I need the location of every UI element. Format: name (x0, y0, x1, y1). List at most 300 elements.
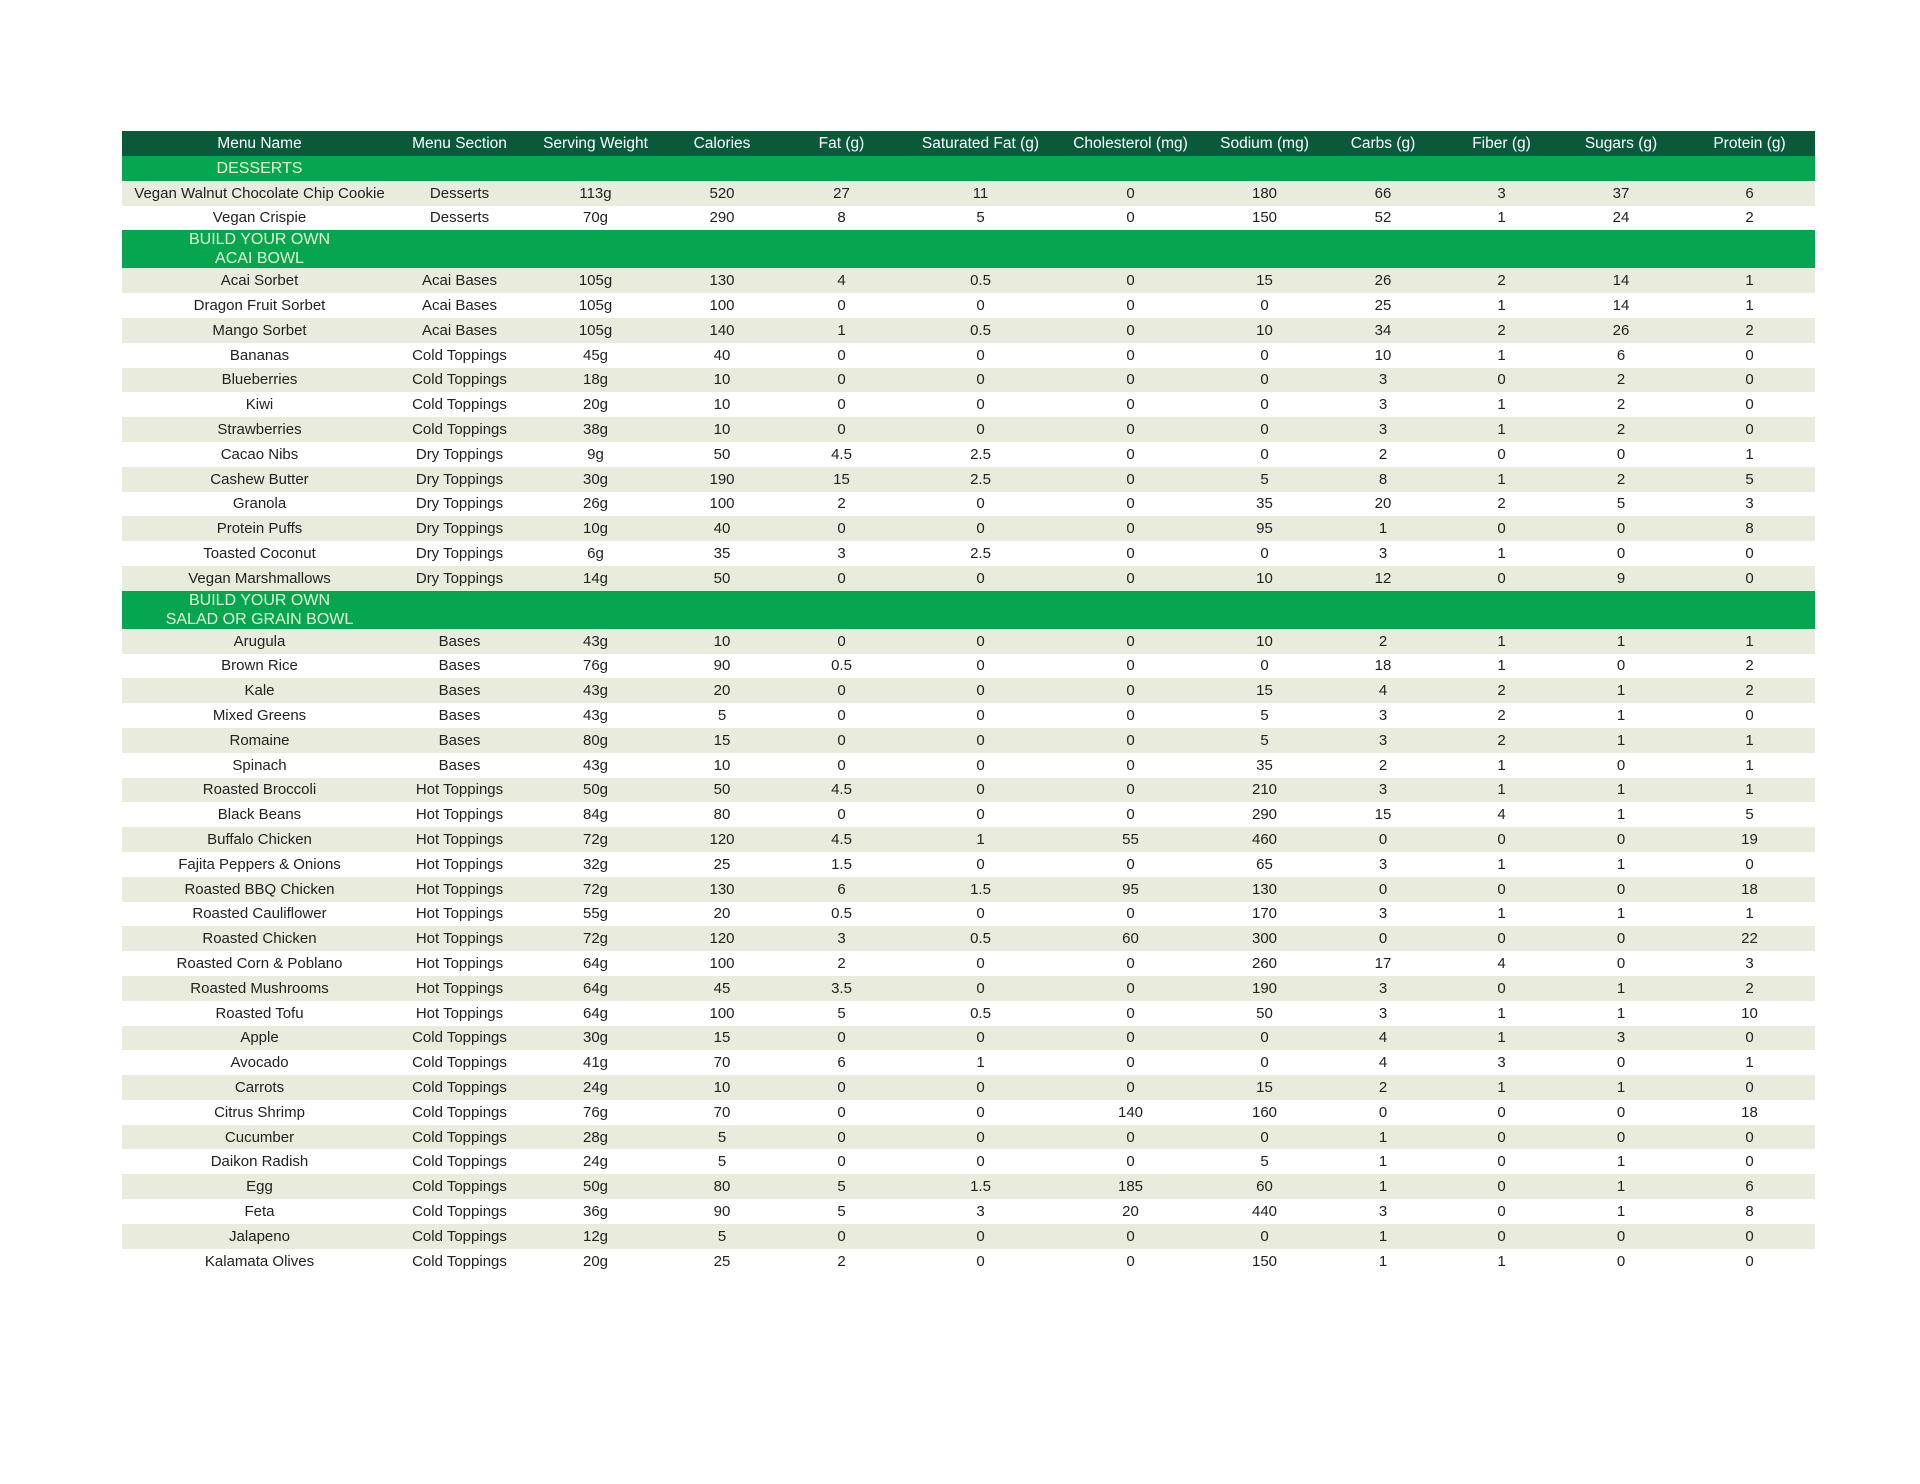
cell-carbs: 52 (1374, 209, 1392, 227)
cell-sodium: 15 (1208, 268, 1321, 293)
cell-cholesterol: 0 (1126, 806, 1135, 824)
cell-fat: 0 (775, 417, 908, 442)
cell-sugars: 1 (1616, 1004, 1626, 1022)
cell-calories: 15 (669, 728, 775, 753)
cell-saturated-fat: 0 (908, 1224, 1053, 1249)
cell-menu-name: Avocado (230, 1054, 289, 1072)
cell-sodium: 170 (1251, 905, 1278, 923)
cell-sodium: 0 (1260, 297, 1269, 315)
cell-protein: 22 (1684, 926, 1815, 951)
cell-saturated-fat: 0 (908, 368, 1053, 393)
cell-menu-name: Roasted Cauliflower (192, 905, 327, 923)
cell-cholesterol: 0 (1126, 346, 1135, 364)
cell-calories: 10 (669, 629, 775, 654)
cell-sugars: 26 (1558, 318, 1684, 343)
cell-sugars: 1 (1558, 728, 1684, 753)
cell-fiber: 3 (1497, 1054, 1506, 1072)
cell-protein: 1 (1684, 629, 1815, 654)
cell-serving-weight: 10g (522, 516, 669, 541)
cell-fiber: 1 (1497, 1004, 1506, 1022)
cell-sugars: 0 (1558, 827, 1684, 852)
cell-carbs: 1 (1321, 516, 1445, 541)
column-header-sugars: Sugars (g) (1558, 131, 1684, 156)
cell-fiber: 2 (1445, 728, 1558, 753)
cell-serving-weight: 20g (582, 1252, 609, 1270)
cell-sodium: 10 (1208, 566, 1321, 591)
cell-menu-name: Roasted BBQ Chicken (122, 877, 397, 902)
cell-protein: 1 (1745, 756, 1754, 774)
cell-sodium: 0 (1208, 1026, 1321, 1051)
cell-saturated-fat: 0.5 (908, 268, 1053, 293)
column-header-protein: Protein (g) (1684, 131, 1815, 156)
cell-sugars: 0 (1616, 756, 1626, 774)
cell-calories: 5 (717, 707, 727, 725)
table-row (122, 206, 1815, 231)
cell-sugars: 0 (1616, 1103, 1626, 1121)
cell-sugars: 6 (1616, 346, 1626, 364)
cell-calories: 40 (669, 516, 775, 541)
cell-sodium: 35 (1256, 756, 1273, 774)
cell-menu-section: Hot Toppings (397, 877, 522, 902)
table-row (122, 926, 1815, 951)
cell-calories: 290 (709, 209, 735, 227)
cell-saturated-fat: 0 (976, 1103, 985, 1121)
cell-menu-section: Cold Toppings (397, 417, 522, 442)
cell-cholesterol: 0 (1126, 955, 1135, 972)
cell-fat: 6 (837, 1054, 846, 1072)
cell-serving-weight: 41g (582, 1054, 609, 1072)
cell-cholesterol: 0 (1053, 318, 1208, 343)
column-header-sodium: Sodium (mg) (1208, 131, 1321, 156)
cell-serving-weight: 30g (522, 1026, 669, 1051)
cell-sodium: 0 (1208, 417, 1321, 442)
cell-sugars: 0 (1616, 1252, 1626, 1270)
table-row (122, 1001, 1815, 1026)
cell-calories: 20 (669, 678, 775, 703)
cell-menu-section: Bases (397, 728, 522, 753)
cell-sodium: 150 (1251, 1252, 1278, 1270)
cell-fat: 0 (775, 566, 908, 591)
cell-cholesterol: 0 (1126, 756, 1135, 774)
cell-fiber: 4 (1497, 806, 1506, 824)
cell-protein: 1 (1684, 778, 1815, 803)
table-row (122, 902, 1815, 927)
cell-protein: 0 (1684, 566, 1815, 591)
cell-menu-section: Dry Toppings (397, 467, 522, 492)
cell-calories: 15 (669, 1026, 775, 1051)
cell-calories: 5 (669, 1125, 775, 1150)
table-row (122, 392, 1815, 417)
cell-saturated-fat: 0.5 (908, 318, 1053, 343)
cell-fat: 27 (775, 181, 908, 206)
cell-menu-name: Vegan Marshmallows (122, 566, 397, 591)
cell-cholesterol: 0 (1053, 417, 1208, 442)
cell-menu-name: Mixed Greens (212, 707, 307, 725)
cell-sodium: 15 (1208, 1075, 1321, 1100)
column-header-carbs: Carbs (g) (1321, 131, 1445, 156)
cell-sodium: 5 (1260, 707, 1269, 725)
cell-calories: 5 (717, 1153, 727, 1171)
cell-sugars: 2 (1558, 368, 1684, 393)
cell-sugars: 1 (1616, 707, 1626, 725)
cell-fat: 0 (775, 728, 908, 753)
cell-protein: 6 (1684, 1174, 1815, 1199)
cell-protein: 6 (1684, 181, 1815, 206)
cell-protein: 5 (1745, 806, 1754, 824)
cell-carbs: 3 (1378, 545, 1388, 563)
cell-saturated-fat: 1.5 (908, 877, 1053, 902)
cell-fiber: 1 (1497, 297, 1506, 315)
cell-calories: 130 (669, 877, 775, 902)
cell-serving-weight: 18g (522, 368, 669, 393)
cell-sugars: 1 (1558, 678, 1684, 703)
table-row (122, 318, 1815, 343)
cell-cholesterol: 0 (1126, 707, 1135, 725)
cell-menu-section: Cold Toppings (397, 1174, 522, 1199)
cell-protein: 0 (1745, 1252, 1754, 1270)
cell-fat: 6 (775, 877, 908, 902)
cell-fat: 0 (775, 1026, 908, 1051)
cell-protein: 0 (1745, 1153, 1754, 1171)
cell-menu-section: Acai Bases (397, 268, 522, 293)
column-header-saturated-fat: Saturated Fat (g) (908, 131, 1053, 156)
cell-serving-weight: 24g (582, 1153, 609, 1171)
cell-fiber: 2 (1445, 678, 1558, 703)
cell-fat: 0 (775, 678, 908, 703)
cell-sodium: 0 (1208, 368, 1321, 393)
cell-menu-section: Hot Toppings (397, 926, 522, 951)
cell-fat: 0 (837, 396, 846, 414)
cell-serving-weight: 76g (582, 1103, 609, 1121)
cell-calories: 40 (713, 346, 731, 364)
cell-serving-weight: 12g (522, 1224, 669, 1249)
cell-fat: 0.5 (831, 657, 852, 675)
cell-calories: 10 (669, 1075, 775, 1100)
cell-fiber: 1 (1445, 467, 1558, 492)
cell-menu-name: Mango Sorbet (122, 318, 397, 343)
cell-calories: 50 (713, 445, 731, 463)
cell-calories: 20 (713, 905, 731, 923)
cell-sodium: 95 (1208, 516, 1321, 541)
cell-cholesterol: 20 (1122, 1202, 1139, 1220)
cell-cholesterol: 0 (1053, 1125, 1208, 1150)
cell-calories: 35 (713, 545, 731, 563)
cell-menu-section: Cold Toppings (412, 1054, 507, 1072)
cell-saturated-fat: 0 (908, 1125, 1053, 1150)
cell-fiber: 1 (1445, 1075, 1558, 1100)
table-body (122, 156, 1815, 1273)
cell-fiber: 1 (1445, 1026, 1558, 1051)
cell-sugars: 2 (1558, 467, 1684, 492)
cell-sugars: 0 (1616, 1054, 1626, 1072)
cell-menu-section: Acai Bases (397, 318, 522, 343)
cell-menu-section: Bases (438, 657, 481, 675)
table-row (122, 566, 1815, 591)
cell-fat: 5 (837, 1004, 846, 1022)
cell-saturated-fat: 0 (908, 629, 1053, 654)
cell-fat: 0 (837, 1153, 846, 1171)
cell-menu-name: Kale (122, 678, 397, 703)
cell-menu-name: Blueberries (122, 368, 397, 393)
cell-sugars: 3 (1558, 1026, 1684, 1051)
cell-saturated-fat: 0 (976, 756, 985, 774)
cell-sodium: 0 (1260, 396, 1269, 414)
table-row (122, 268, 1815, 293)
cell-cholesterol: 0 (1053, 516, 1208, 541)
cell-protein: 5 (1684, 467, 1815, 492)
cell-protein: 0 (1745, 545, 1754, 563)
cell-carbs: 3 (1321, 728, 1445, 753)
cell-fat: 0 (775, 629, 908, 654)
cell-fiber: 0 (1445, 566, 1558, 591)
table-row (122, 852, 1815, 877)
cell-menu-section: Cold Toppings (397, 1224, 522, 1249)
table-row (122, 1100, 1815, 1125)
cell-fiber: 0 (1497, 445, 1506, 463)
cell-carbs: 0 (1321, 926, 1445, 951)
cell-carbs: 15 (1374, 806, 1392, 824)
cell-calories: 100 (709, 955, 735, 972)
cell-menu-name: Strawberries (122, 417, 397, 442)
cell-sodium: 0 (1208, 1224, 1321, 1249)
cell-menu-name: Toasted Coconut (203, 545, 316, 563)
cell-serving-weight: 72g (522, 926, 669, 951)
cell-carbs: 2 (1378, 756, 1388, 774)
cell-calories: 90 (713, 1202, 731, 1220)
cell-calories: 190 (669, 467, 775, 492)
cell-menu-name: Fajita Peppers & Onions (178, 855, 341, 873)
cell-serving-weight: 105g (522, 318, 669, 343)
cell-cholesterol: 0 (1126, 445, 1135, 463)
cell-sodium: 0 (1260, 445, 1269, 463)
section-header-cell (122, 156, 397, 181)
column-header-fat: Fat (g) (775, 131, 908, 156)
cell-protein: 10 (1741, 1004, 1758, 1022)
cell-saturated-fat: 0 (976, 657, 985, 675)
cell-calories: 100 (709, 495, 735, 513)
cell-carbs: 3 (1378, 905, 1388, 923)
cell-menu-section: Dry Toppings (397, 516, 522, 541)
cell-saturated-fat: 1.5 (908, 1174, 1053, 1199)
cell-cholesterol: 0 (1053, 566, 1208, 591)
cell-fiber: 2 (1445, 268, 1558, 293)
cell-protein: 2 (1684, 318, 1815, 343)
table-row (122, 877, 1815, 902)
cell-sodium: 290 (1251, 806, 1278, 824)
table-row (122, 516, 1815, 541)
cell-cholesterol: 0 (1053, 268, 1208, 293)
cell-fiber: 0 (1497, 1103, 1506, 1121)
cell-serving-weight: 50g (522, 1174, 669, 1199)
cell-fat: 4 (775, 268, 908, 293)
cell-fat: 0 (775, 1125, 908, 1150)
cell-cholesterol: 60 (1053, 926, 1208, 951)
section-header-row (122, 230, 1815, 268)
cell-serving-weight: 9g (587, 445, 604, 463)
section-header-filler (397, 230, 1815, 268)
cell-menu-name: Roasted Tofu (215, 1004, 304, 1022)
section-title: BUILD YOUR OWN SALAD OR GRAIN BOWL (165, 591, 354, 628)
cell-menu-section: Cold Toppings (412, 346, 507, 364)
cell-carbs: 2 (1321, 1075, 1445, 1100)
table-row (122, 442, 1815, 467)
table-row (122, 728, 1815, 753)
table-row (122, 778, 1815, 803)
section-title: BUILD YOUR OWN ACAI BOWL (188, 231, 331, 268)
cell-carbs: 12 (1321, 566, 1445, 591)
cell-serving-weight: 64g (582, 955, 609, 972)
table-row (122, 1224, 1815, 1249)
cell-sugars: 1 (1616, 905, 1626, 923)
cell-serving-weight: 70g (582, 209, 609, 227)
cell-sodium: 15 (1208, 678, 1321, 703)
cell-calories: 90 (713, 657, 731, 675)
cell-protein: 1 (1745, 445, 1754, 463)
cell-carbs: 0 (1321, 877, 1445, 902)
cell-fiber: 1 (1497, 346, 1506, 364)
cell-menu-section: Acai Bases (421, 297, 498, 315)
cell-cholesterol: 0 (1126, 495, 1135, 513)
cell-cholesterol: 0 (1126, 905, 1135, 923)
section-header-row (122, 156, 1815, 181)
cell-saturated-fat: 3 (976, 1202, 985, 1220)
cell-fat: 4.5 (775, 778, 908, 803)
cell-menu-section: Bases (397, 678, 522, 703)
cell-menu-name: Kiwi (245, 396, 274, 414)
table-row (122, 1149, 1815, 1174)
cell-sodium: 0 (1260, 346, 1269, 364)
column-header-menu-section: Menu Section (397, 131, 522, 156)
cell-serving-weight: 80g (522, 728, 669, 753)
cell-cholesterol: 0 (1053, 1224, 1208, 1249)
cell-sugars: 1 (1616, 1153, 1626, 1171)
cell-sugars: 0 (1616, 955, 1626, 972)
cell-menu-name: Protein Puffs (122, 516, 397, 541)
cell-carbs: 2 (1378, 445, 1388, 463)
cell-sodium: 65 (1256, 855, 1273, 873)
table-row (122, 753, 1815, 778)
cell-cholesterol: 0 (1126, 1252, 1135, 1270)
cell-fiber: 1 (1497, 209, 1506, 227)
cell-fiber: 0 (1445, 1224, 1558, 1249)
cell-fiber: 0 (1445, 976, 1558, 1001)
cell-menu-section: Cold Toppings (412, 1153, 507, 1171)
cell-sugars: 9 (1558, 566, 1684, 591)
cell-serving-weight: 26g (582, 495, 609, 513)
cell-menu-section: Bases (438, 756, 481, 774)
cell-sodium: 300 (1208, 926, 1321, 951)
cell-sugars: 0 (1558, 926, 1684, 951)
cell-protein: 0 (1745, 346, 1754, 364)
cell-saturated-fat: 0 (976, 806, 985, 824)
cell-fiber: 1 (1445, 778, 1558, 803)
cell-menu-section: Dry Toppings (397, 566, 522, 591)
cell-fiber: 2 (1497, 707, 1506, 725)
cell-fat: 1.5 (831, 855, 852, 873)
cell-fat: 0 (837, 1103, 846, 1121)
cell-calories: 520 (669, 181, 775, 206)
cell-carbs: 1 (1378, 1153, 1388, 1171)
cell-menu-name: Roasted Chicken (122, 926, 397, 951)
cell-carbs: 3 (1378, 1202, 1388, 1220)
cell-fat: 0 (775, 368, 908, 393)
cell-fiber: 0 (1445, 877, 1558, 902)
cell-saturated-fat: 0 (908, 728, 1053, 753)
cell-cholesterol: 0 (1053, 728, 1208, 753)
cell-saturated-fat: 11 (908, 181, 1053, 206)
cell-saturated-fat: 0 (908, 516, 1053, 541)
section-header-row (122, 591, 1815, 629)
cell-serving-weight: 76g (582, 657, 609, 675)
cell-menu-section: Hot Toppings (397, 778, 522, 803)
cell-serving-weight: 38g (522, 417, 669, 442)
cell-fat: 0 (775, 1075, 908, 1100)
cell-menu-section: Hot Toppings (397, 827, 522, 852)
table-row (122, 343, 1815, 368)
cell-calories: 10 (713, 756, 731, 774)
cell-menu-name: Citrus Shrimp (214, 1103, 305, 1121)
table-row (122, 541, 1815, 566)
cell-protein: 3 (1745, 495, 1754, 513)
cell-menu-name: Vegan Walnut Chocolate Chip Cookie (122, 181, 397, 206)
cell-fat: 0 (775, 1224, 908, 1249)
cell-fiber: 0 (1445, 827, 1558, 852)
cell-fiber: 1 (1445, 417, 1558, 442)
cell-sodium: 10 (1208, 318, 1321, 343)
section-header-filler (397, 156, 1815, 181)
cell-fiber: 1 (1497, 905, 1506, 923)
cell-cholesterol: 0 (1053, 1075, 1208, 1100)
cell-serving-weight: 24g (522, 1075, 669, 1100)
cell-cholesterol: 55 (1053, 827, 1208, 852)
cell-saturated-fat: 0 (908, 417, 1053, 442)
cell-menu-section: Hot Toppings (415, 1004, 504, 1022)
cell-saturated-fat: 0 (908, 678, 1053, 703)
cell-sugars: 0 (1558, 877, 1684, 902)
cell-fiber: 1 (1445, 629, 1558, 654)
table-row (122, 1075, 1815, 1100)
cell-sugars: 0 (1616, 545, 1626, 563)
cell-sugars: 2 (1616, 396, 1626, 414)
cell-fiber: 2 (1445, 318, 1558, 343)
cell-fat: 0 (837, 806, 846, 824)
cell-serving-weight: 43g (582, 756, 609, 774)
cell-carbs: 25 (1374, 297, 1392, 315)
cell-calories: 100 (709, 1004, 735, 1022)
cell-carbs: 1 (1378, 1252, 1388, 1270)
cell-cholesterol: 0 (1126, 545, 1135, 563)
cell-protein: 2 (1684, 678, 1815, 703)
table-row (122, 678, 1815, 703)
table-row (122, 1199, 1815, 1224)
cell-menu-name: Cashew Butter (122, 467, 397, 492)
cell-menu-name: Apple (122, 1026, 397, 1051)
nutrition-table (122, 131, 1815, 1273)
cell-sodium: 5 (1208, 728, 1321, 753)
cell-carbs: 1 (1321, 1224, 1445, 1249)
cell-fiber: 1 (1497, 545, 1506, 563)
table-row (122, 293, 1815, 318)
cell-fat: 5 (775, 1174, 908, 1199)
column-header-serving-weight: Serving Weight (522, 131, 669, 156)
cell-fiber: 0 (1445, 926, 1558, 951)
cell-sugars: 0 (1558, 1224, 1684, 1249)
cell-saturated-fat: 1 (976, 1054, 985, 1072)
cell-serving-weight: 113g (522, 181, 669, 206)
cell-fat: 0.5 (831, 905, 852, 923)
cell-fat: 0 (837, 756, 846, 774)
table-row (122, 951, 1815, 976)
